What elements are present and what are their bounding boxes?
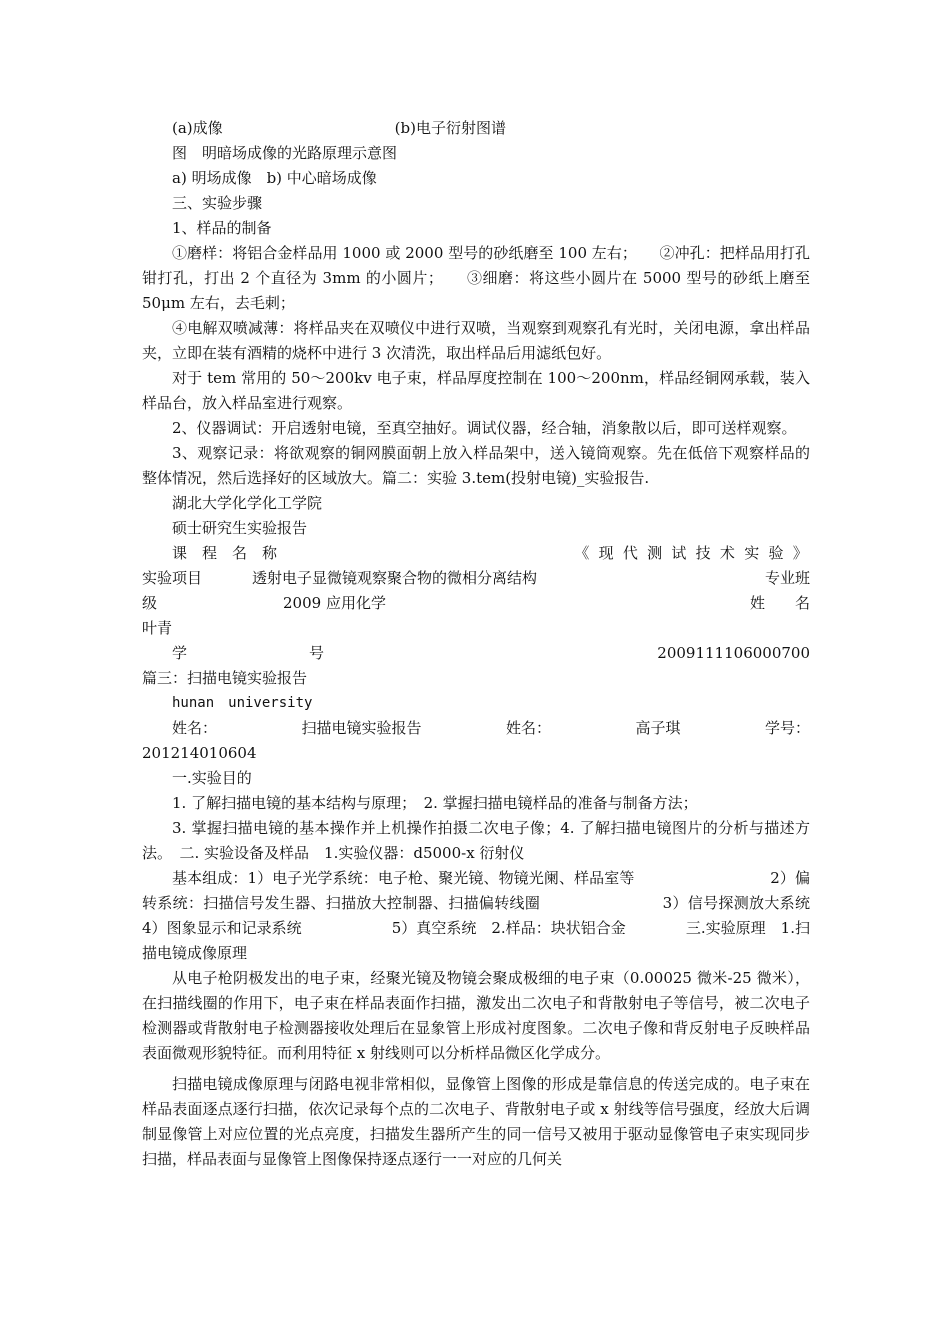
figure-subcaption: a) 明场成像 b) 中心暗场成像	[172, 169, 377, 187]
course-label: 课 程 名 称	[172, 544, 278, 562]
class-value: 2009 应用化学	[283, 594, 386, 612]
report-type: 硕士研究生实验报告	[172, 519, 308, 537]
report3-name-value: 高子琪	[635, 719, 681, 737]
paragraph-observation: 3、观察记录：将欲观察的铜网膜面朝上放入样品架中，送入镜筒观察。先在低倍下观察样品的整体情况，然后选择好的区域放大。篇二：实验 3.tem(投射电镜)_实验报告.	[142, 444, 810, 487]
document-body	[142, 116, 901, 1172]
figure-title: 图 明暗场成像的光路原理示意图	[172, 144, 398, 162]
paragraph-grinding: ①磨样：将铝合金样品用 1000 或 2000 型号的砂纸磨至 100 左右； ②冲孔：把样品用打孔钳打孔，打出 2 个直径为 3mm 的小圆片； ③细磨：将这些小圆片在 5000 型号的砂纸上磨至 50μm 左右，去毛刺；	[142, 244, 810, 312]
course-row	[142, 541, 810, 566]
class-label-b: 级	[142, 594, 158, 612]
report3-report-title: 扫描电镜实验报告	[301, 719, 422, 737]
school-name: 湖北大学化学化工学院	[172, 494, 323, 512]
caption-b: (b)电子衍射图谱	[394, 119, 506, 137]
name-value: 叶青	[142, 619, 173, 637]
student-id-row	[142, 641, 810, 666]
id-label-b: 号	[309, 644, 325, 662]
principle-paragraph-2: 扫描电镜成像原理与闭路电视非常相似，显像管上图像的形成是靠信息的传送完成的。电子束在样品表面逐点逐行扫描，依次记录每个点的二次电子、背散射电子或 x 射线等信号强度，经放大后调制显像管上对应位置的光点亮度，扫描发生器所产生的同一信号又被用于驱动显像管电子束实现同步扫描，样品表面与显像管上图像保持逐点逐行一一对应的几何关	[142, 1075, 810, 1168]
paragraph-instrument-setup: 2、仪器调试：开启透射电镜，至真空抽好。调试仪器，经合轴，消象散以后，即可送样观察。	[172, 419, 797, 437]
purpose-line-1: 1. 了解扫描电镜的基本结构与原理； 2. 掌握扫描电镜样品的准备与制备方法；	[172, 794, 698, 812]
report3-title: 篇三：扫描电镜实验报告	[142, 669, 308, 687]
class-label-a: 专业班	[764, 569, 810, 587]
section-heading-steps: 三、实验步骤	[172, 194, 263, 212]
purpose-heading: 一.实验目的	[172, 769, 252, 787]
id-value: 2009111106000700	[657, 644, 810, 662]
caption-a: (a)成像	[172, 119, 223, 137]
project-row	[142, 566, 810, 591]
paragraph-electropolish: ④电解双喷减薄：将样品夹在双喷仪中进行双喷，当观察到观察孔有光时，关闭电源，拿出样品夹，立即在装有酒精的烧杯中进行 3 次清洗，取出样品后用滤纸包好。	[142, 319, 810, 362]
class-row	[142, 591, 810, 616]
name-label-1: 姓名：	[172, 719, 218, 737]
project-value: 透射电子显微镜观察聚合物的微相分离结构	[252, 569, 538, 587]
report3-id-value: 201214010604	[142, 744, 257, 762]
composition-paragraph: 基本组成：1）电子光学系统：电子枪、聚光镜、物镜光阑、样品室等 2）偏转系统：扫描信号发生器、扫描放大控制器、扫描偏转线圈 3）信号探测放大系统 4）图象显示和记录系统 5）真空系统 2.样品：块状铝合金 三.实验原理 1.扫描电镜成像原理	[142, 869, 901, 962]
purpose-line-2: 3. 掌握扫描电镜的基本操作并上机操作拍摄二次电子像；4. 了解扫描电镜图片的分析与描述方法。 二. 实验设备及样品 1.实验仪器：d5000-x 衍射仪	[142, 819, 810, 862]
paragraph-tem-thickness: 对于 tem 常用的 50～200kv 电子束，样品厚度控制在 100～200nm，样品经铜网承载，装入样品台，放入样品室进行观察。	[142, 369, 810, 412]
project-label: 实验项目	[142, 569, 203, 587]
university-name: hunan university	[172, 695, 313, 711]
course-value: 《 现 代 测 试 技 术 实 验 》	[574, 544, 810, 562]
name-label: 姓 名	[749, 594, 810, 612]
id-label-a: 学	[172, 644, 188, 662]
figure-caption-row	[142, 116, 810, 141]
name-label-2: 姓名：	[505, 719, 551, 737]
report3-id-label: 学号：	[764, 719, 810, 737]
subheading-sample-prep: 1、样品的制备	[172, 219, 272, 237]
principle-paragraph-1: 从电子枪阴极发出的电子束，经聚光镜及物镜会聚成极细的电子束（0.00025 微米-25 微米），在扫描线圈的作用下，电子束在样品表面作扫描，激发出二次电子和背散射电子等信号，被二次电子检测器或背散射电子检测器接收处理后在显象管上形成衬度图象。二次电子像和背反射电子反映样品表面微观形貌特征。而利用特征 x 射线则可以分析样品微区化学成分。	[142, 969, 810, 1062]
report3-header-row	[142, 716, 810, 741]
